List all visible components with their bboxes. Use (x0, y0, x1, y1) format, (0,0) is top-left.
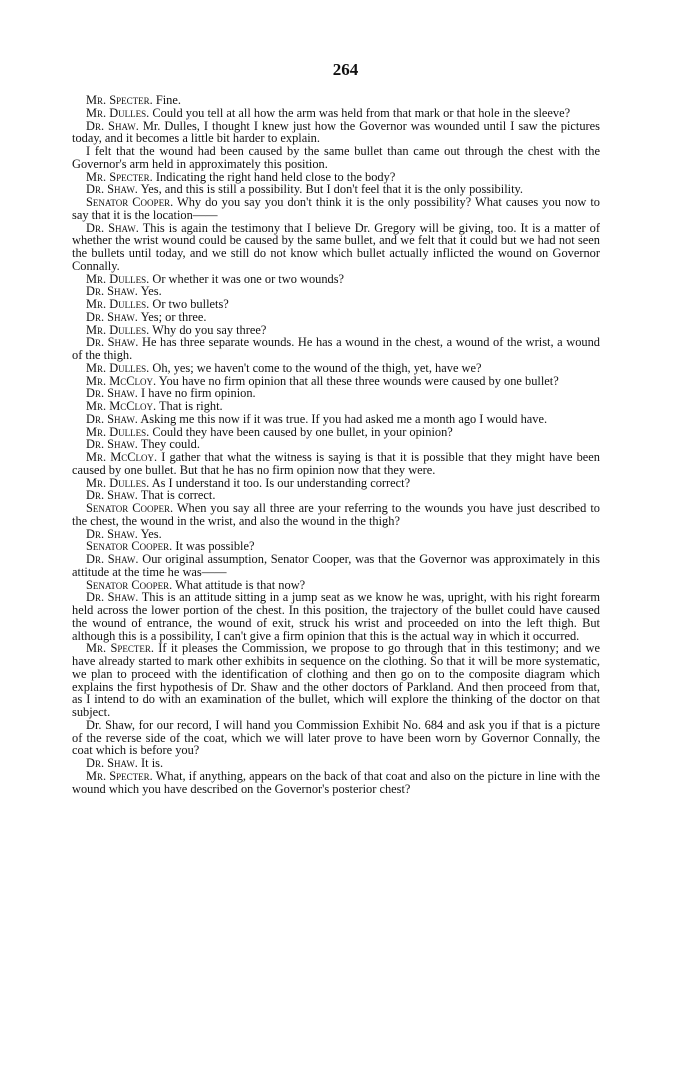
transcript-paragraph (72, 222, 600, 273)
paragraph-text: Yes, and this is still a possibility. But I don't feel that it is the only possibility. (140, 182, 524, 197)
paragraph-text: What, if anything, appears on the back of that coat and also on the picture in line with the wound which you have described on the Governor's posterior chest? (72, 768, 601, 796)
speaker-name: Dr. Shaw. (86, 411, 138, 426)
transcript-paragraph (72, 553, 600, 579)
paragraph-text: They could. (140, 437, 200, 452)
transcript-paragraph (72, 196, 600, 222)
paragraph-text: That is right. (158, 399, 223, 413)
speaker-name: Mr. McCloy. (86, 450, 158, 464)
speaker-name: Senator Cooper. (86, 501, 174, 515)
speaker-name: Dr. Shaw. (86, 118, 139, 133)
paragraph-text: This is again the testimony that I believe Dr. Gregory will be giving, too. It is a matter of whether the wrist wound could be caused by the same bullet, and we felt that it could but we had not seen the bullets until today, and we still do not know which bullet actually inflicted the wound on Governor Connally. (72, 220, 600, 273)
paragraph-text: Could they have been caused by one bullet, in your opinion? (152, 424, 453, 439)
speaker-name: Senator Cooper. (86, 195, 174, 209)
speaker-name: Dr. Shaw. (86, 756, 138, 770)
paragraph-text: Our original assumption, Senator Cooper, was that the Governor was approximately in this attitude at the time he was—— (72, 552, 600, 579)
speaker-name: Dr. Shaw. (86, 220, 139, 235)
paragraph-text: You have no firm opinion that all these three wounds were caused by one bullet? (158, 373, 559, 388)
paragraph-text: If it pleases the Commission, we propose to go through that in this testimony; and we have already started to mark other exhibits in sequence on the clothing. So that it will be more systematic, we plan to proceed with the identification of clothing and then go on to the composite diagram which explains the first hypothesis of Dr. Shaw and the other doctors of Parkland. And then proceed from that, as I intend to do with an examination of the bullet, which will explore the thinking of the doctor on that subject. (72, 641, 600, 719)
paragraph-text: Oh, yes; we haven't come to the wound of the thigh, yet, have we? (152, 360, 482, 375)
speaker-name: Mr. Dulles. (86, 271, 150, 286)
speaker-name: Mr. Dulles. (86, 424, 150, 439)
page-number: 264 (332, 60, 359, 79)
transcript-paragraph (72, 770, 600, 796)
speaker-name: Mr. Specter. (86, 641, 154, 656)
transcript-paragraph (72, 145, 600, 171)
speaker-name: Dr. Shaw. (86, 309, 138, 324)
paragraph-text: Why do you say three? (152, 322, 267, 337)
paragraph-text: This is an attitude sitting in a jump seat as we know he was, upright, with his right forearm held across the lower portion of the chest. In this position, the trajectory of the bullet could have caused the wound of entrance, the wound of exit, struck his wrist and proceeded on into the left thigh. But although this is a possibility, I can't give a firm opinion that this is the actual way in which it occurred. (72, 590, 600, 643)
paragraph-text: Could you tell at all how the arm was held from that mark or that hole in the sleeve? (152, 105, 571, 120)
transcript-paragraph (72, 642, 600, 719)
paragraph-text: Yes. (140, 526, 162, 541)
paragraph-text: Fine. (155, 93, 181, 107)
speaker-name: Dr. Shaw. (86, 590, 139, 605)
speaker-name: Mr. Dulles. (86, 297, 150, 311)
speaker-name: Senator Cooper. (86, 577, 173, 592)
paragraph-text: It is. (141, 756, 164, 770)
speaker-name: Dr. Shaw. (86, 182, 138, 197)
speaker-name: Mr. Dulles. (86, 322, 150, 337)
paragraph-text: Yes. (140, 284, 162, 299)
paragraph-text: When you say all three are your referring to the wounds you have just described to the chest, the wound in the wrist, and also the wound in the thigh? (72, 501, 600, 528)
paragraph-text: What attitude is that now? (175, 577, 306, 592)
paragraph-text: He has three separate wounds. He has a wound in the chest, a wound of the wrist, a wound of the thigh. (72, 335, 600, 362)
speaker-name: Senator Cooper. (86, 539, 173, 554)
transcript-paragraph (72, 502, 600, 528)
paragraph-text: Dr. Shaw, for our record, I will hand you Commission Exhibit No. 684 and ask you if that is a picture of the reverse side of the coat, which we will later prove to have been worn by Governor Connally, the coat which is before you? (72, 717, 600, 758)
paragraph-text: I gather that what the witness is saying is that it is possible that they might have been caused by one bullet. But that he has no firm opinion now that they were. (72, 450, 600, 477)
transcript-body (72, 94, 600, 795)
paragraph-text: That is correct. (140, 488, 216, 503)
speaker-name: Mr. Dulles. (86, 360, 150, 375)
paragraph-text: I felt that the wound had been caused by the same bullet than came out through the chest with the Governor's arm held in approximately this position. (72, 144, 600, 171)
transcript-paragraph (72, 451, 600, 477)
transcript-paragraph (72, 120, 600, 146)
speaker-name: Mr. McCloy. (86, 373, 157, 388)
speaker-name: Dr. Shaw. (86, 386, 138, 401)
paragraph-text: As I understand it too. Is our understanding correct? (151, 475, 411, 490)
speaker-name: Dr. Shaw. (86, 526, 138, 541)
speaker-name: Dr. Shaw. (86, 552, 139, 566)
transcript-paragraph (72, 719, 600, 757)
paragraph-text: It was possible? (175, 539, 255, 554)
paragraph-text: Mr. Dulles, I thought I knew just how the Governor was wounded until I saw the pictures today, and it becomes a little bit harder to explain. (72, 118, 600, 146)
paragraph-text: Asking me this now if it was true. If you had asked me a month ago I would have. (140, 411, 548, 426)
speaker-name: Dr. Shaw. (86, 335, 139, 350)
speaker-name: Dr. Shaw. (86, 437, 138, 452)
speaker-name: Mr. Dulles. (86, 475, 150, 490)
paragraph-text: Or whether it was one or two wounds? (152, 271, 345, 286)
paragraph-text: Or two bullets? (152, 297, 229, 311)
speaker-name: Mr. Specter. (86, 93, 153, 107)
paragraph-text: Indicating the right hand held close to the body? (155, 169, 396, 184)
speaker-name: Mr. McCloy. (86, 399, 157, 413)
speaker-name: Mr. Specter. (86, 768, 153, 783)
transcript-paragraph (72, 336, 600, 362)
paragraph-text: Yes; or three. (140, 309, 207, 324)
speaker-name: Dr. Shaw. (86, 284, 138, 299)
paragraph-text: I have no firm opinion. (141, 386, 256, 401)
speaker-name: Mr. Dulles. (86, 105, 150, 120)
paragraph-text: Why do you say you don't think it is the only possibility? What causes you now to say that it is the location—— (72, 195, 601, 222)
transcript-paragraph (72, 591, 600, 642)
speaker-name: Mr. Specter. (86, 169, 153, 184)
speaker-name: Dr. Shaw. (86, 488, 138, 503)
